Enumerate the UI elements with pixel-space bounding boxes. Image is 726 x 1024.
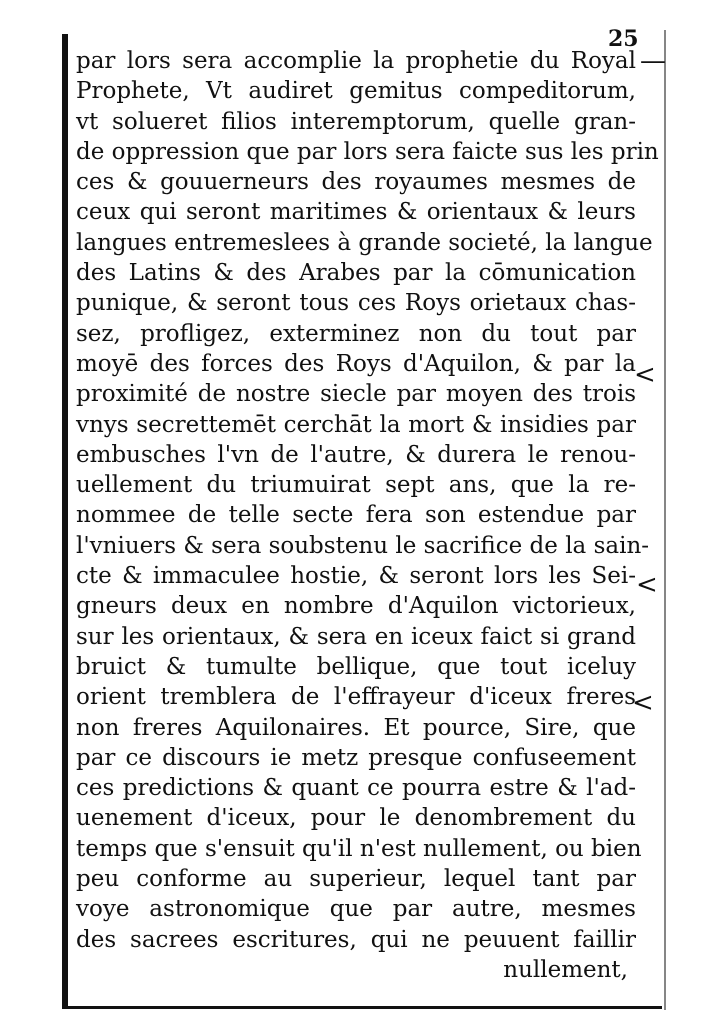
text-line: sur les orientaux, & sera en iceux faict si grand (76, 623, 636, 650)
text-line: l'vniuers & sera soubstenu le sacrifice de la sain- (76, 532, 650, 559)
text-line: ceux qui seront maritimes & orientaux & leurs (76, 199, 636, 226)
text-line: des sacrees escritures, qui ne peuuent faillir (76, 926, 636, 953)
text-line: par ce discours ie metz presque confuseement (76, 744, 636, 771)
text-line: uellement du triumuirat sept ans, que la re- (76, 472, 636, 499)
text-line: punique, & seront tous ces Roys orietaux chas- (76, 290, 636, 317)
margin-arrow-mark: < (632, 688, 654, 718)
text-line: vnys secrettemēt cerchāt la mort & insidies par (76, 411, 636, 438)
text-line: embusches l'vn de l'autre, & durera le renou- (76, 441, 636, 468)
text-line: gneurs deux en nombre d'Aquilon victorieux, (76, 593, 636, 620)
text-line: Prophete, Vt audiret gemitus compeditorum, (76, 78, 636, 105)
margin-arrow-mark: < (634, 360, 656, 390)
text-line: langues entremeslees à grande societé, la langue (76, 229, 653, 256)
text-line: moyē des forces des Roys d'Aquilon, & par la (76, 350, 636, 377)
body-text (76, 46, 659, 985)
text-line: ces & gouuerneurs des royaumes mesmes de (76, 169, 636, 196)
text-line: orient tremblera de l'effrayeur d'iceux freres (76, 684, 636, 711)
text-line: de oppression que par lors sera faicte sus les prin (76, 138, 659, 165)
text-line: cte & immaculee hostie, & seront lors les Sei- (76, 563, 636, 590)
text-line: vt solueret filios interemptorum, quelle gran- (76, 108, 636, 135)
text-line: non freres Aquilonaires. Et pource, Sire, que (76, 714, 636, 741)
text-line: proximité de nostre siecle par moyen des trois (76, 381, 636, 408)
text-line: sez, profligez, exterminez non du tout par (76, 320, 636, 347)
text-line: par lors sera accomplie la prophetie du Royal (76, 48, 636, 74)
margin-arrow-mark: < (636, 570, 658, 600)
text-line: voye astronomique que par autre, mesmes (76, 896, 636, 923)
text-line: nommee de telle secte fera son estendue par (76, 502, 636, 529)
page-number: 25 (608, 26, 639, 52)
text-line: peu conforme au superieur, lequel tant par (76, 866, 636, 893)
text-line: ces predictions & quant ce pourra estre & l'ad- (76, 775, 636, 802)
text-line: temps que s'ensuit qu'il n'est nullement, ou bien (76, 835, 642, 862)
binding-edge (62, 34, 68, 1009)
bottom-edge (62, 1006, 662, 1009)
text-line: uenement d'iceux, pour le denombrement du (76, 805, 636, 832)
margin-dash-mark: — (640, 46, 666, 76)
text-line: des Latins & des Arabes par la cōmunication (76, 260, 636, 287)
text-line: bruict & tumulte bellique, que tout iceluy (76, 653, 636, 680)
page-right-edge (664, 30, 666, 1010)
catchword: nullement, (503, 956, 628, 983)
